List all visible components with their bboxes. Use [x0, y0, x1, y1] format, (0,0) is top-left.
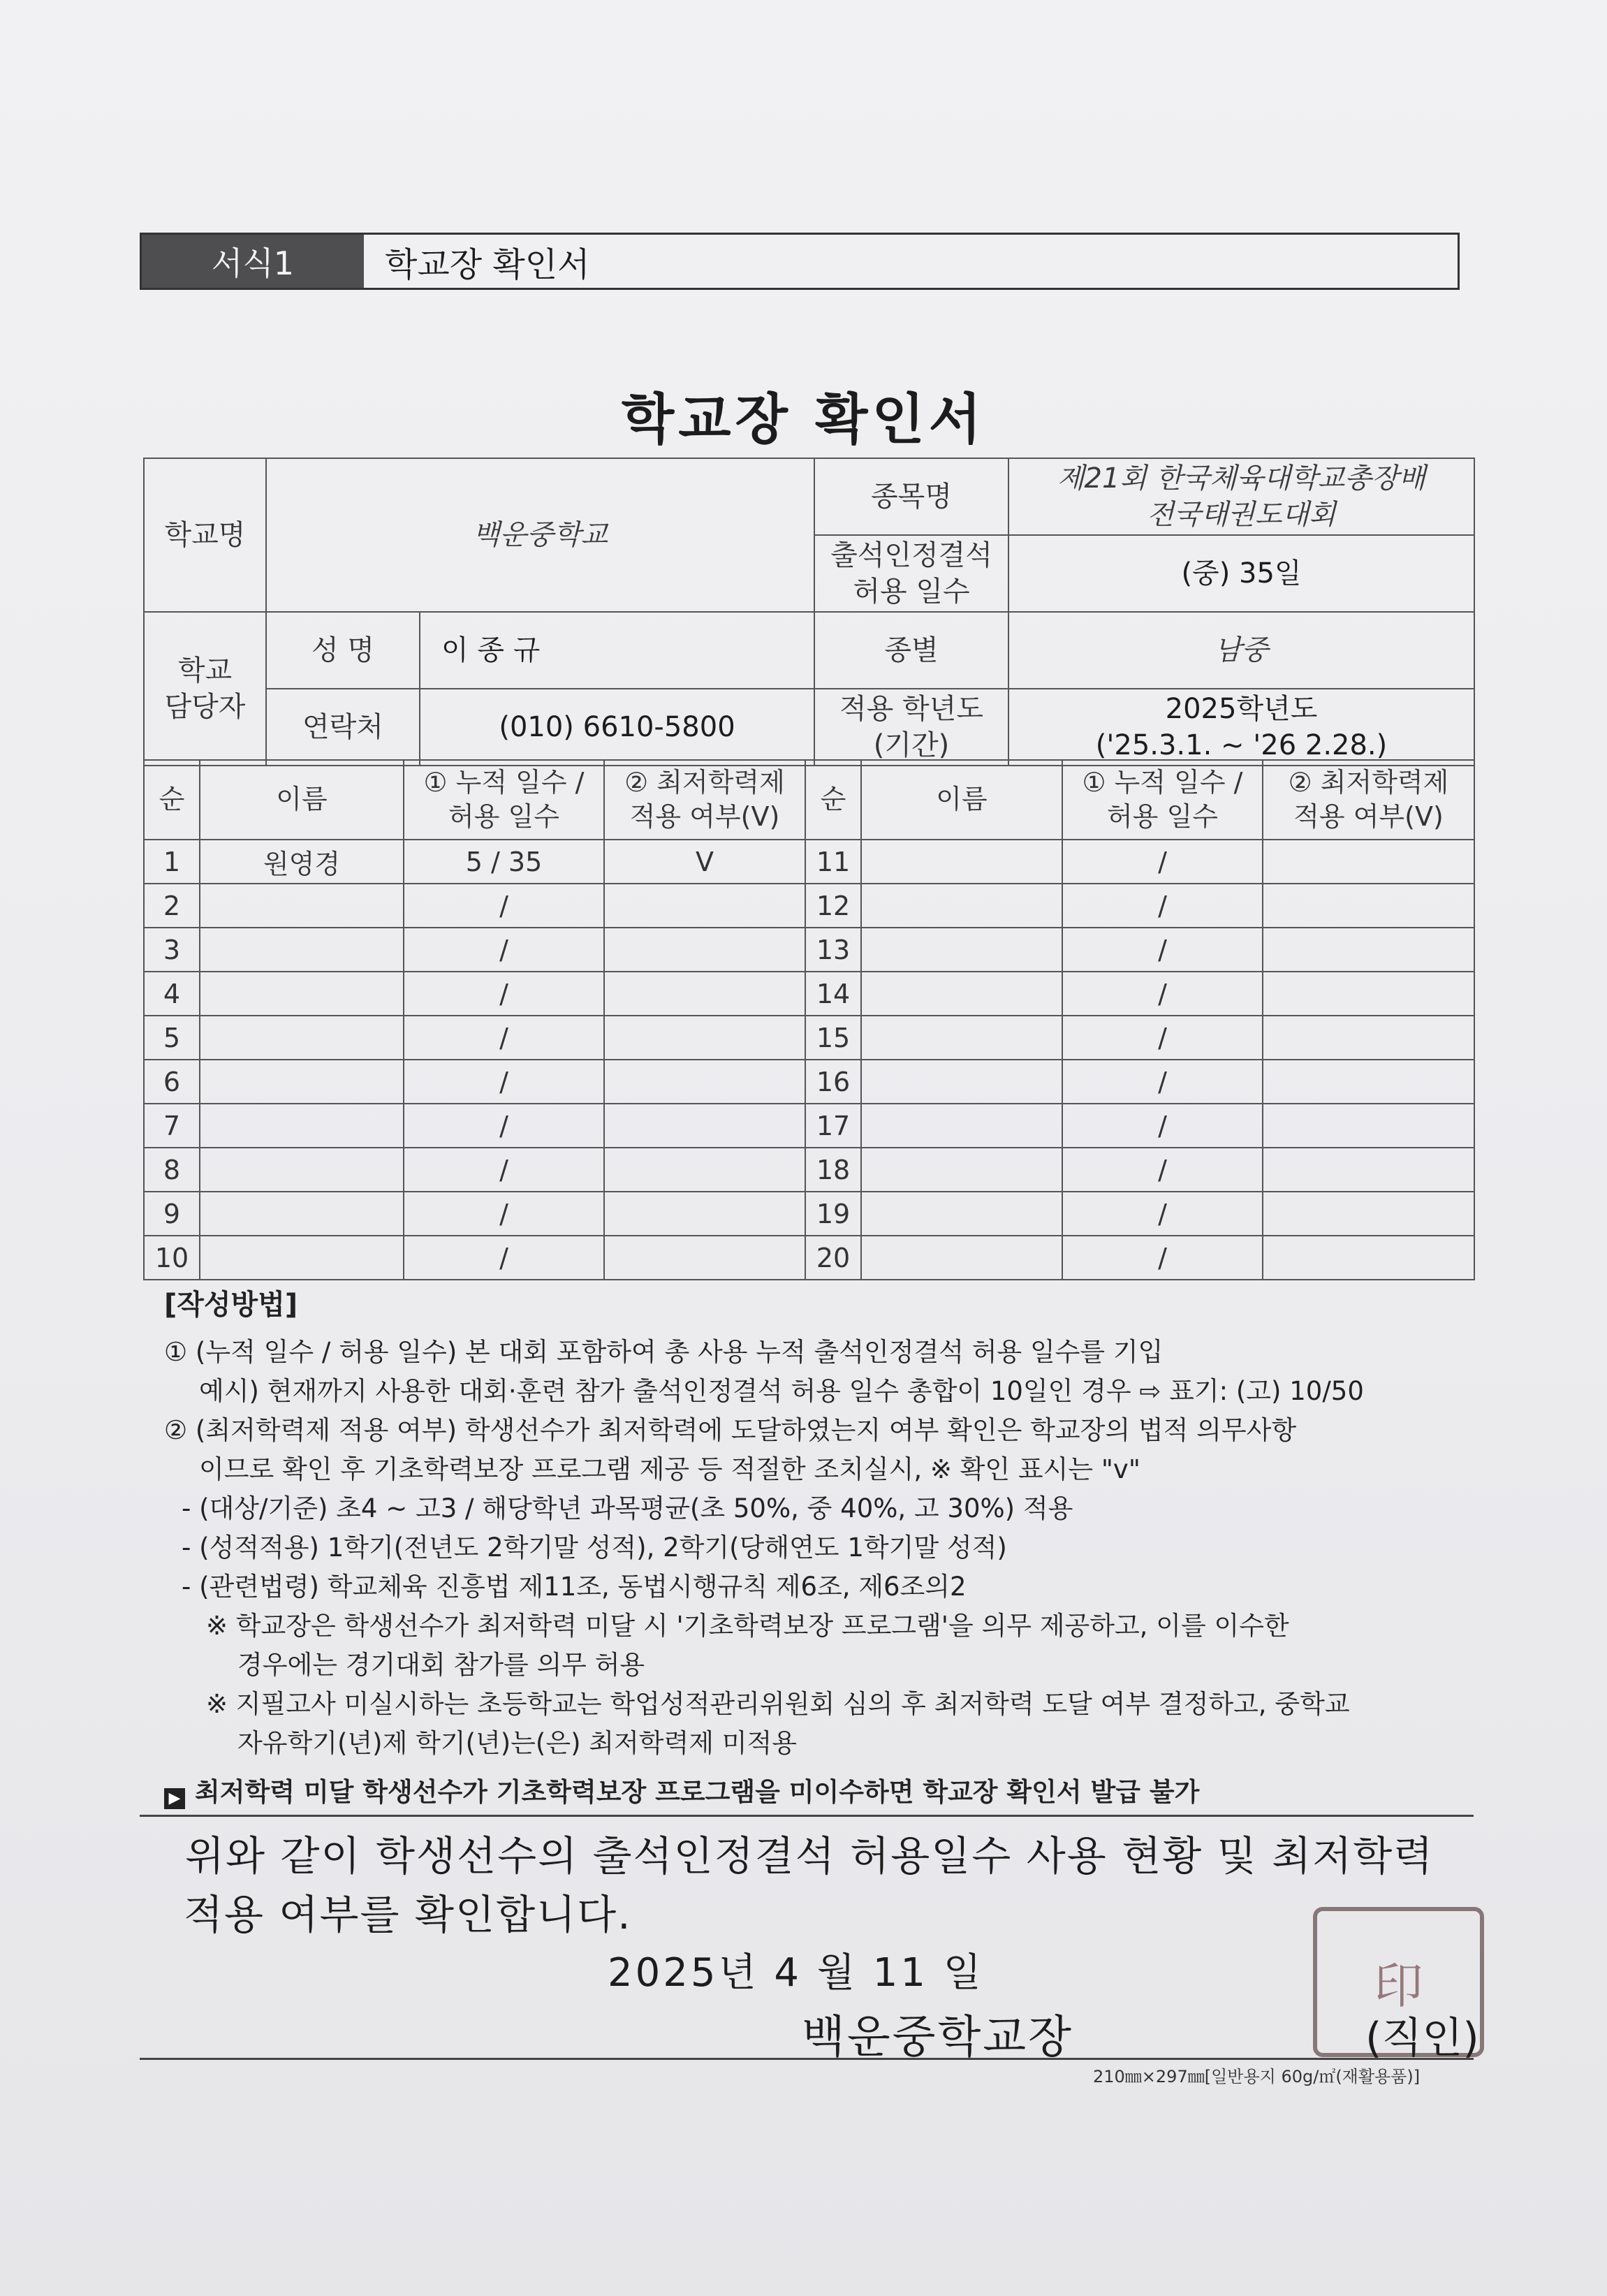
school-name-label: 학교명 [144, 458, 266, 612]
min-check [604, 884, 805, 928]
guide-line: 이므로 확인 후 기초학력보장 프로그램 제공 등 적절한 조치실시, ※ 확인 표시는 "v" [199, 1454, 1140, 1484]
row-no: 2 [144, 884, 200, 928]
min-check [604, 1104, 805, 1148]
row-no: 18 [805, 1148, 861, 1192]
row-no: 12 [805, 884, 861, 928]
days-used: / [404, 1192, 604, 1236]
staff-label [144, 612, 266, 766]
header-days-line2: 허용 일수 [448, 801, 559, 832]
guide-line: ※ 지필고사 미실시하는 초등학교는 학업성적관리위원회 심의 후 최저학력 도달 여부 결정하고, 중학교 [206, 1689, 1350, 1719]
contact-label: 연락처 [266, 689, 420, 766]
student-table [143, 759, 1475, 1280]
row-no: 10 [144, 1236, 200, 1280]
row-no: 14 [805, 972, 861, 1016]
days-used: / [1062, 1104, 1263, 1148]
school-year-label-line1: 적용 학년도 [839, 693, 983, 725]
student-name [861, 928, 1062, 972]
days-used: / [404, 1104, 604, 1148]
gender-value: 남중 [1008, 612, 1474, 689]
header-min-left [604, 760, 805, 840]
student-name [861, 1016, 1062, 1060]
staff-label-line2: 담당자 [164, 691, 246, 723]
min-check [1263, 928, 1474, 972]
days-used: / [404, 928, 604, 972]
min-check [1263, 1192, 1474, 1236]
min-check [1263, 884, 1474, 928]
gender-label: 종별 [814, 612, 1008, 689]
staff-name-value: 이 종 규 [420, 612, 814, 689]
guide-line: 예시) 현재까지 사용한 대회·훈련 참가 출석인정결석 허용 일수 총합이 10일인 경우 ⇨ 표기: (고) 10/50 [199, 1376, 1364, 1406]
row-no: 15 [805, 1016, 861, 1060]
student-name [200, 1104, 404, 1148]
row-no: 1 [144, 840, 200, 884]
row-no: 17 [805, 1104, 861, 1148]
school-year-label-line2: (기간) [873, 729, 950, 761]
student-name [200, 928, 404, 972]
days-used: / [1062, 1236, 1263, 1280]
student-name [200, 1236, 404, 1280]
confirmation-line2: 적용 여부를 확인합니다. [184, 1891, 632, 1938]
days-used: / [404, 1016, 604, 1060]
event-value [1008, 458, 1474, 535]
header-days-line1: ① 누적 일수 / [1082, 766, 1243, 798]
student-table-header [144, 760, 1474, 840]
table-row [144, 1192, 1474, 1236]
info-table [143, 458, 1475, 766]
days-used: / [1062, 928, 1263, 972]
min-check [1263, 1148, 1474, 1192]
student-name [200, 884, 404, 928]
min-check [604, 928, 805, 972]
official-seal-icon: 印 [1313, 1907, 1484, 2057]
min-check [604, 972, 805, 1016]
table-row [144, 1148, 1474, 1192]
row-no: 13 [805, 928, 861, 972]
table-row [144, 1236, 1474, 1280]
document-title: 학교장 확인서 [621, 388, 986, 451]
student-name [861, 1148, 1062, 1192]
row-no: 6 [144, 1060, 200, 1104]
header-min-right [1263, 760, 1474, 840]
row-no: 11 [805, 840, 861, 884]
min-check [1263, 1104, 1474, 1148]
header-days-line1: ① 누적 일수 / [423, 766, 585, 798]
days-used: / [1062, 840, 1263, 884]
row-no: 9 [144, 1192, 200, 1236]
issue-date: 2025년 4 월 11 일 [608, 1950, 984, 1996]
row-no: 16 [805, 1060, 861, 1104]
days-used: / [1062, 884, 1263, 928]
guide-line: ※ 학교장은 학생선수가 최저학력 미달 시 '기초학력보장 프로그램'을 의무 제공하고, 이를 이수한 [206, 1611, 1289, 1641]
header-no-left: 순 [144, 760, 200, 840]
event-label: 종목명 [814, 458, 1008, 535]
header-no-right: 순 [805, 760, 861, 840]
row-no: 7 [144, 1104, 200, 1148]
header-min-line1: ② 최저학력제 [1288, 766, 1449, 798]
row-no: 19 [805, 1192, 861, 1236]
min-check [1263, 840, 1474, 884]
header-days-left [404, 760, 604, 840]
table-row [144, 928, 1474, 972]
confirmation-line1: 위와 같이 학생선수의 출석인정결석 허용일수 사용 현황 및 최저학력 [185, 1832, 1434, 1880]
student-name [861, 1236, 1062, 1280]
principal-name: 백운중학교장 [802, 2012, 1073, 2063]
header-min-line2: 적용 여부(V) [1293, 801, 1444, 832]
event-value-line1: 제21회 한국체육대학교총장배 [1057, 462, 1426, 495]
min-check [604, 1016, 805, 1060]
header-days-right [1062, 760, 1263, 840]
form-header [140, 233, 1460, 290]
school-year-value-line1: 2025학년도 [1165, 693, 1318, 725]
staff-name-label: 성 명 [266, 612, 420, 689]
student-name [861, 884, 1062, 928]
guide-title: [작성방법] [164, 1289, 298, 1321]
arrow-box-icon: ▶ [164, 1788, 185, 1809]
min-check [1263, 1236, 1474, 1280]
divider [140, 2058, 1474, 2060]
school-year-value [1008, 689, 1474, 766]
student-name: 원영경 [200, 840, 404, 884]
student-name [861, 1192, 1062, 1236]
header-min-line1: ② 최저학력제 [624, 766, 785, 798]
student-name [861, 1104, 1062, 1148]
days-used: / [1062, 972, 1263, 1016]
student-name [200, 1192, 404, 1236]
student-name [200, 1148, 404, 1192]
table-row [144, 1060, 1474, 1104]
table-row [144, 840, 1474, 884]
days-used: / [1062, 1060, 1263, 1104]
student-name [861, 840, 1062, 884]
student-name [200, 1060, 404, 1104]
min-check [1263, 1060, 1474, 1104]
days-used: 5 / 35 [404, 840, 604, 884]
contact-value: (010) 6610-5800 [420, 689, 814, 766]
guide-line: - (성적적용) 1학기(전년도 2학기말 성적), 2학기(당해연도 1학기말 성적) [182, 1533, 1007, 1563]
student-name [861, 972, 1062, 1016]
min-check [1263, 972, 1474, 1016]
allowance-label-line2: 허용 일수 [853, 576, 970, 608]
allowance-value: (중) 35일 [1008, 535, 1474, 612]
guide-line: 경우에는 경기대회 참가를 의무 허용 [237, 1650, 645, 1680]
row-no: 3 [144, 928, 200, 972]
min-check [1263, 1016, 1474, 1060]
days-used: / [404, 884, 604, 928]
min-check [604, 1236, 805, 1280]
event-value-line2: 전국태권도대회 [1147, 499, 1336, 531]
header-min-line2: 적용 여부(V) [629, 801, 780, 832]
days-used: / [404, 972, 604, 1016]
guide-line: ② (최저학력제 적용 여부) 학생선수가 최저학력에 도달하였는지 여부 확인은 학교장의 법적 의무사항 [164, 1415, 1297, 1445]
school-name-value: 백운중학교 [266, 458, 814, 612]
issuance-notice [164, 1773, 1477, 1812]
guide-line: ① (누적 일수 / 허용 일수) 본 대회 포함하여 총 사용 누적 출석인정결석 허용 일수를 기입 [164, 1337, 1164, 1367]
staff-label-line1: 학교 [177, 655, 233, 687]
min-check [604, 1192, 805, 1236]
row-no: 4 [144, 972, 200, 1016]
min-check [604, 1148, 805, 1192]
min-check: V [604, 840, 805, 884]
student-name [200, 1016, 404, 1060]
paper-spec-footer: 210㎜×297㎜[일반용지 60g/㎡(재활용품)] [1093, 2067, 1421, 2086]
table-row [144, 972, 1474, 1016]
guide-line: 자유학기(년)제 학기(년)는(은) 최저학력제 미적용 [237, 1728, 797, 1758]
guide-line: - (관련법령) 학교체육 진흥법 제11조, 동법시행규칙 제6조, 제6조의2 [182, 1572, 967, 1602]
table-row [144, 884, 1474, 928]
confirmation-statement [185, 1827, 1477, 1944]
form-header-title: 학교장 확인서 [385, 244, 590, 284]
days-used: / [404, 1236, 604, 1280]
writing-guide [164, 1285, 1477, 1812]
header-days-line2: 허용 일수 [1107, 801, 1218, 832]
student-name [200, 972, 404, 1016]
guide-line: - (대상/기준) 초4 ~ 고3 / 해당학년 과목평균(초 50%, 중 40%, 고 30%) 적용 [182, 1493, 1073, 1523]
table-row [144, 1104, 1474, 1148]
divider [140, 1815, 1474, 1817]
min-check [604, 1060, 805, 1104]
allowance-label-line1: 출석인정결석 [830, 539, 992, 571]
table-row [144, 1016, 1474, 1060]
days-used: / [404, 1148, 604, 1192]
row-no: 5 [144, 1016, 200, 1060]
header-name-right: 이름 [861, 760, 1062, 840]
school-year-label [814, 689, 1008, 766]
row-no: 20 [805, 1236, 861, 1280]
row-no: 8 [144, 1148, 200, 1192]
days-used: / [404, 1060, 604, 1104]
issuance-notice-text: 최저학력 미달 학생선수가 기초학력보장 프로그램을 미이수하면 학교장 확인서 발급 불가 [195, 1777, 1200, 1807]
header-name-left: 이름 [200, 760, 404, 840]
stamp-label: (직인) [1365, 2014, 1479, 2063]
days-used: / [1062, 1016, 1263, 1060]
student-name [861, 1060, 1062, 1104]
days-used: / [1062, 1192, 1263, 1236]
school-year-value-line2: ('25.3.1. ~ '26 2.28.) [1095, 729, 1388, 761]
days-used: / [1062, 1148, 1263, 1192]
allowance-label [814, 535, 1008, 612]
form-number-tag: 서식1 [142, 235, 364, 288]
